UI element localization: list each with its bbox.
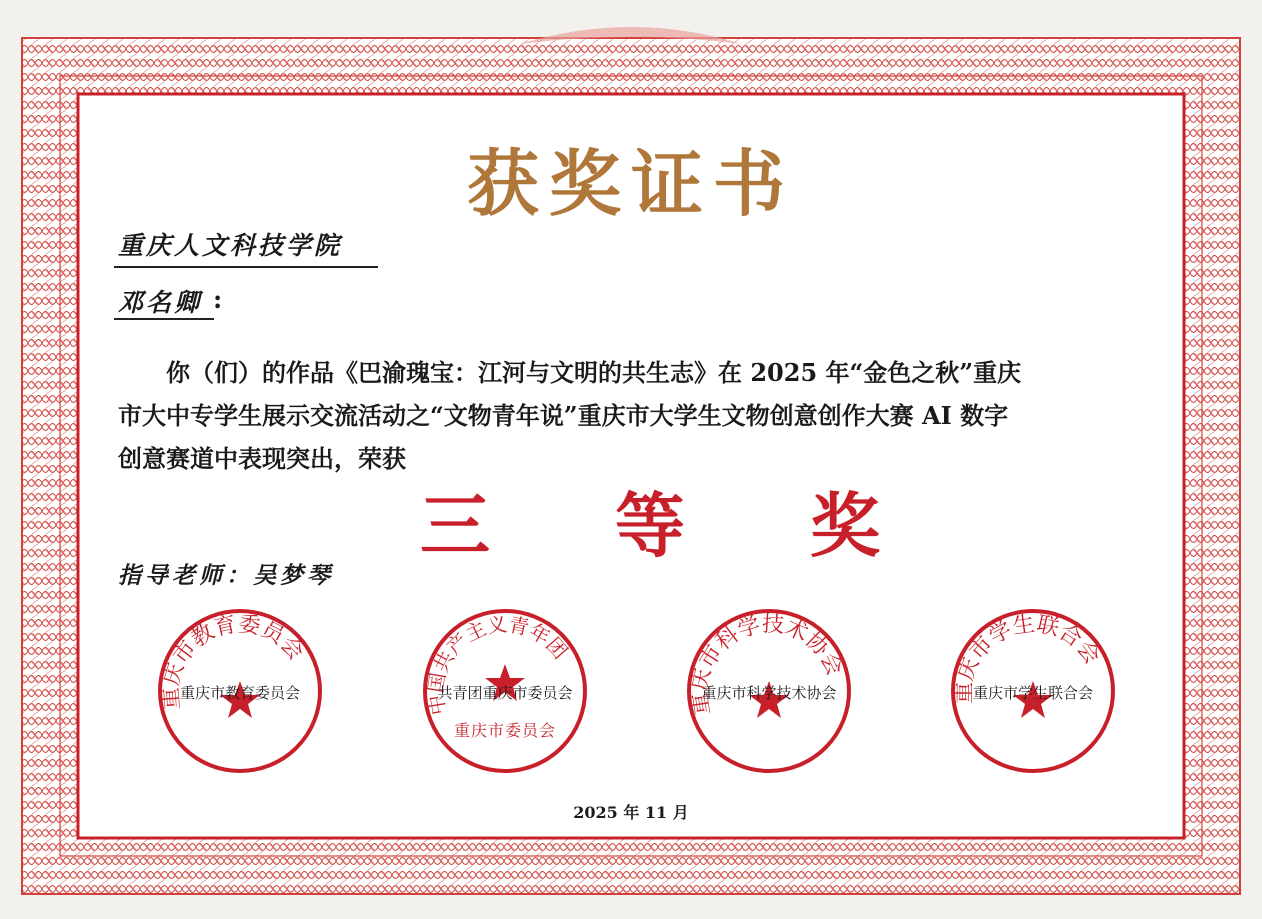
issue-date: 2025 年 11 月: [573, 803, 689, 822]
seal-label: 共青团重庆市委员会: [437, 684, 573, 702]
body-line: 市大中专学生展示交流活动之“文物青年说”重庆市大学生文物创意创作大赛 AI 数字: [118, 401, 1009, 430]
certificate-title: 获奖证书: [466, 141, 795, 226]
award-char: 三: [420, 484, 490, 567]
seal-label: 重庆市学生联合会: [972, 684, 1093, 702]
seal-sub-label: 重庆市委员会: [453, 721, 556, 740]
seal-science-association: [684, 606, 854, 776]
recipient-school: 重庆人文科技学院: [118, 231, 343, 260]
advisor-line: 指导老师：吴梦琴: [118, 563, 334, 589]
award-char: 等: [615, 484, 685, 567]
award-level: [420, 470, 880, 571]
certificate-body: [118, 351, 1158, 480]
seal-arc-text: 重庆市科学技术协会: [687, 612, 847, 717]
name-underline: [114, 318, 214, 320]
seal-label: 重庆市科学技术协会: [701, 684, 837, 702]
seal-arc-text: 中国共产主义青年团: [423, 611, 573, 717]
seal-student-federation: [948, 606, 1118, 776]
seal-education-commission: [155, 606, 325, 776]
seal-youth-league: [420, 606, 590, 776]
body-line: 创意赛道中表现突出，荣获: [118, 444, 406, 473]
seal-arc-text: 重庆市教育委员会: [158, 611, 309, 711]
seal-arc-text: 重庆市学生联合会: [951, 611, 1105, 705]
recipient-name: 邓名卿: [118, 288, 203, 317]
school-underline: [114, 266, 378, 268]
seal-label: 重庆市教育委员会: [179, 684, 300, 702]
award-char: 奖: [810, 484, 880, 567]
body-line: 你（们）的作品《巴渝瑰宝：江河与文明的共生志》在 2025 年“金色之秋”重庆: [166, 358, 1022, 387]
recipient-colon: :: [213, 285, 223, 314]
